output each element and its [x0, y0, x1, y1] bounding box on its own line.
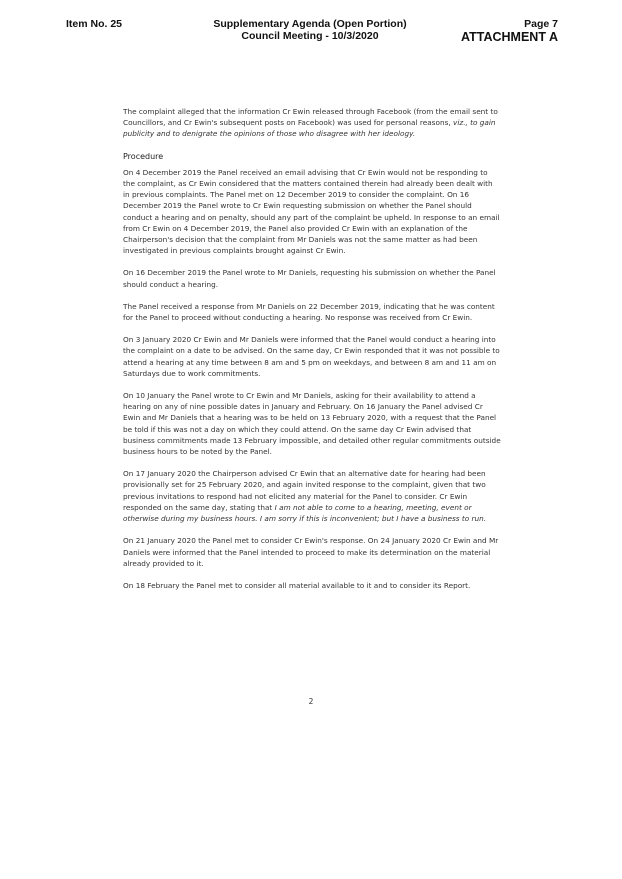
- paragraph-8: On 18 February the Panel met to consider all material available to it and to consider its Report.: [123, 580, 471, 590]
- procedure-heading: Procedure: [123, 151, 164, 161]
- paragraph-6-text: On 17 January 2020 the Chairperson advised Cr Ewin that an alternative date for hearing had been provisionally set for 25 February 2020, and again invited response to the complaint, given that two previous invitations to respond had not elicited any material for the Panel to consider. Cr Ewin responded on the same day, stating that: [123, 469, 486, 512]
- agenda-title: Supplementary Agenda (Open Portion): [213, 18, 407, 30]
- intro-paragraph: [123, 106, 501, 140]
- attachment-label: ATTACHMENT A: [461, 30, 558, 44]
- paragraph-6-quote: I am not able to come to a hearing, meeting, event or otherwise during my business hours. I am sorry if this is inconvenient; but I have a business to run.: [123, 502, 487, 524]
- intro-text: The complaint alleged that the information Cr Ewin released through Facebook (from the email sent to Councillors, and Cr Ewin's subsequent posts on Facebook) was used for personal reasons,: [123, 107, 498, 128]
- page-label: [461, 18, 558, 44]
- page-indicator: Page 7: [524, 18, 558, 30]
- page-header: [0, 0, 622, 60]
- document-body: [123, 106, 501, 602]
- paragraph-4: On 3 January 2020 Cr Ewin and Mr Daniels were informed that the Panel would conduct a hearing into the complaint on a date to be advised. On the same day, Cr Ewin responded that it was not possible to attend a hearing at any time between 8 am and 5 pm on weekdays, and between 8 am and 11 am on Saturdays due to work commitments.: [123, 335, 500, 378]
- paragraph-1: On 4 December 2019 the Panel received an email advising that Cr Ewin would not be responding to the complaint, as Cr Ewin considered that the matters contained therein had already been dealt with in previous complaints. The Panel met on 12 December 2019 to consider the complaint. On 16 December 2019 the Panel wrote to Cr Ewin requesting submission on whether the Panel should conduct a hearing and on penalty, should any part of the complaint be upheld. In response to an email from Cr Ewin on 4 December 2019, the Panel also provided Cr Ewin with an explanation of the Chairperson's decision that the complaint from Mr Daniels was not the same matter as had been investigated in previous complaints brought against Cr Ewin.: [123, 167, 500, 256]
- agenda-heading: [160, 18, 460, 42]
- paragraph-5: On 10 January the Panel wrote to Cr Ewin and Mr Daniels, asking for their availability to attend a hearing on any of nine possible dates in January and February. On 16 January the Panel advised Cr Ewin and Mr Daniels that a hearing was to be held on 13 February 2020, with a request that the Panel be told if this was not a day on which they could attend. On the same day Cr Ewin advised that business commitments made 13 February impossible, and detailed other regular commitments outside business hours to be noted by the Panel.: [123, 391, 501, 457]
- paragraph-3: The Panel received a response from Mr Daniels on 22 December 2019, indicating that he was content for the Panel to proceed without conducting a hearing. No response was received from Cr Ewin.: [123, 301, 495, 323]
- meeting-title: Council Meeting - 10/3/2020: [241, 30, 379, 42]
- item-number: Item No. 25: [66, 18, 123, 30]
- paragraph-7: On 21 January 2020 the Panel met to consider Cr Ewin's response. On 24 January 2020 Cr Ewin and Mr Daniels were informed that the Panel intended to proceed to make its determination on the material already provided to it.: [123, 536, 499, 568]
- paragraph-2: On 16 December 2019 the Panel wrote to Mr Daniels, requesting his submission on whether the Panel should conduct a hearing.: [123, 268, 496, 289]
- paragraph-6: [123, 468, 501, 524]
- page-number: 2: [308, 697, 314, 706]
- intro-italic-text: viz., to gain publicity and to denigrate the opinions of those who disagree with her ideology.: [123, 118, 496, 139]
